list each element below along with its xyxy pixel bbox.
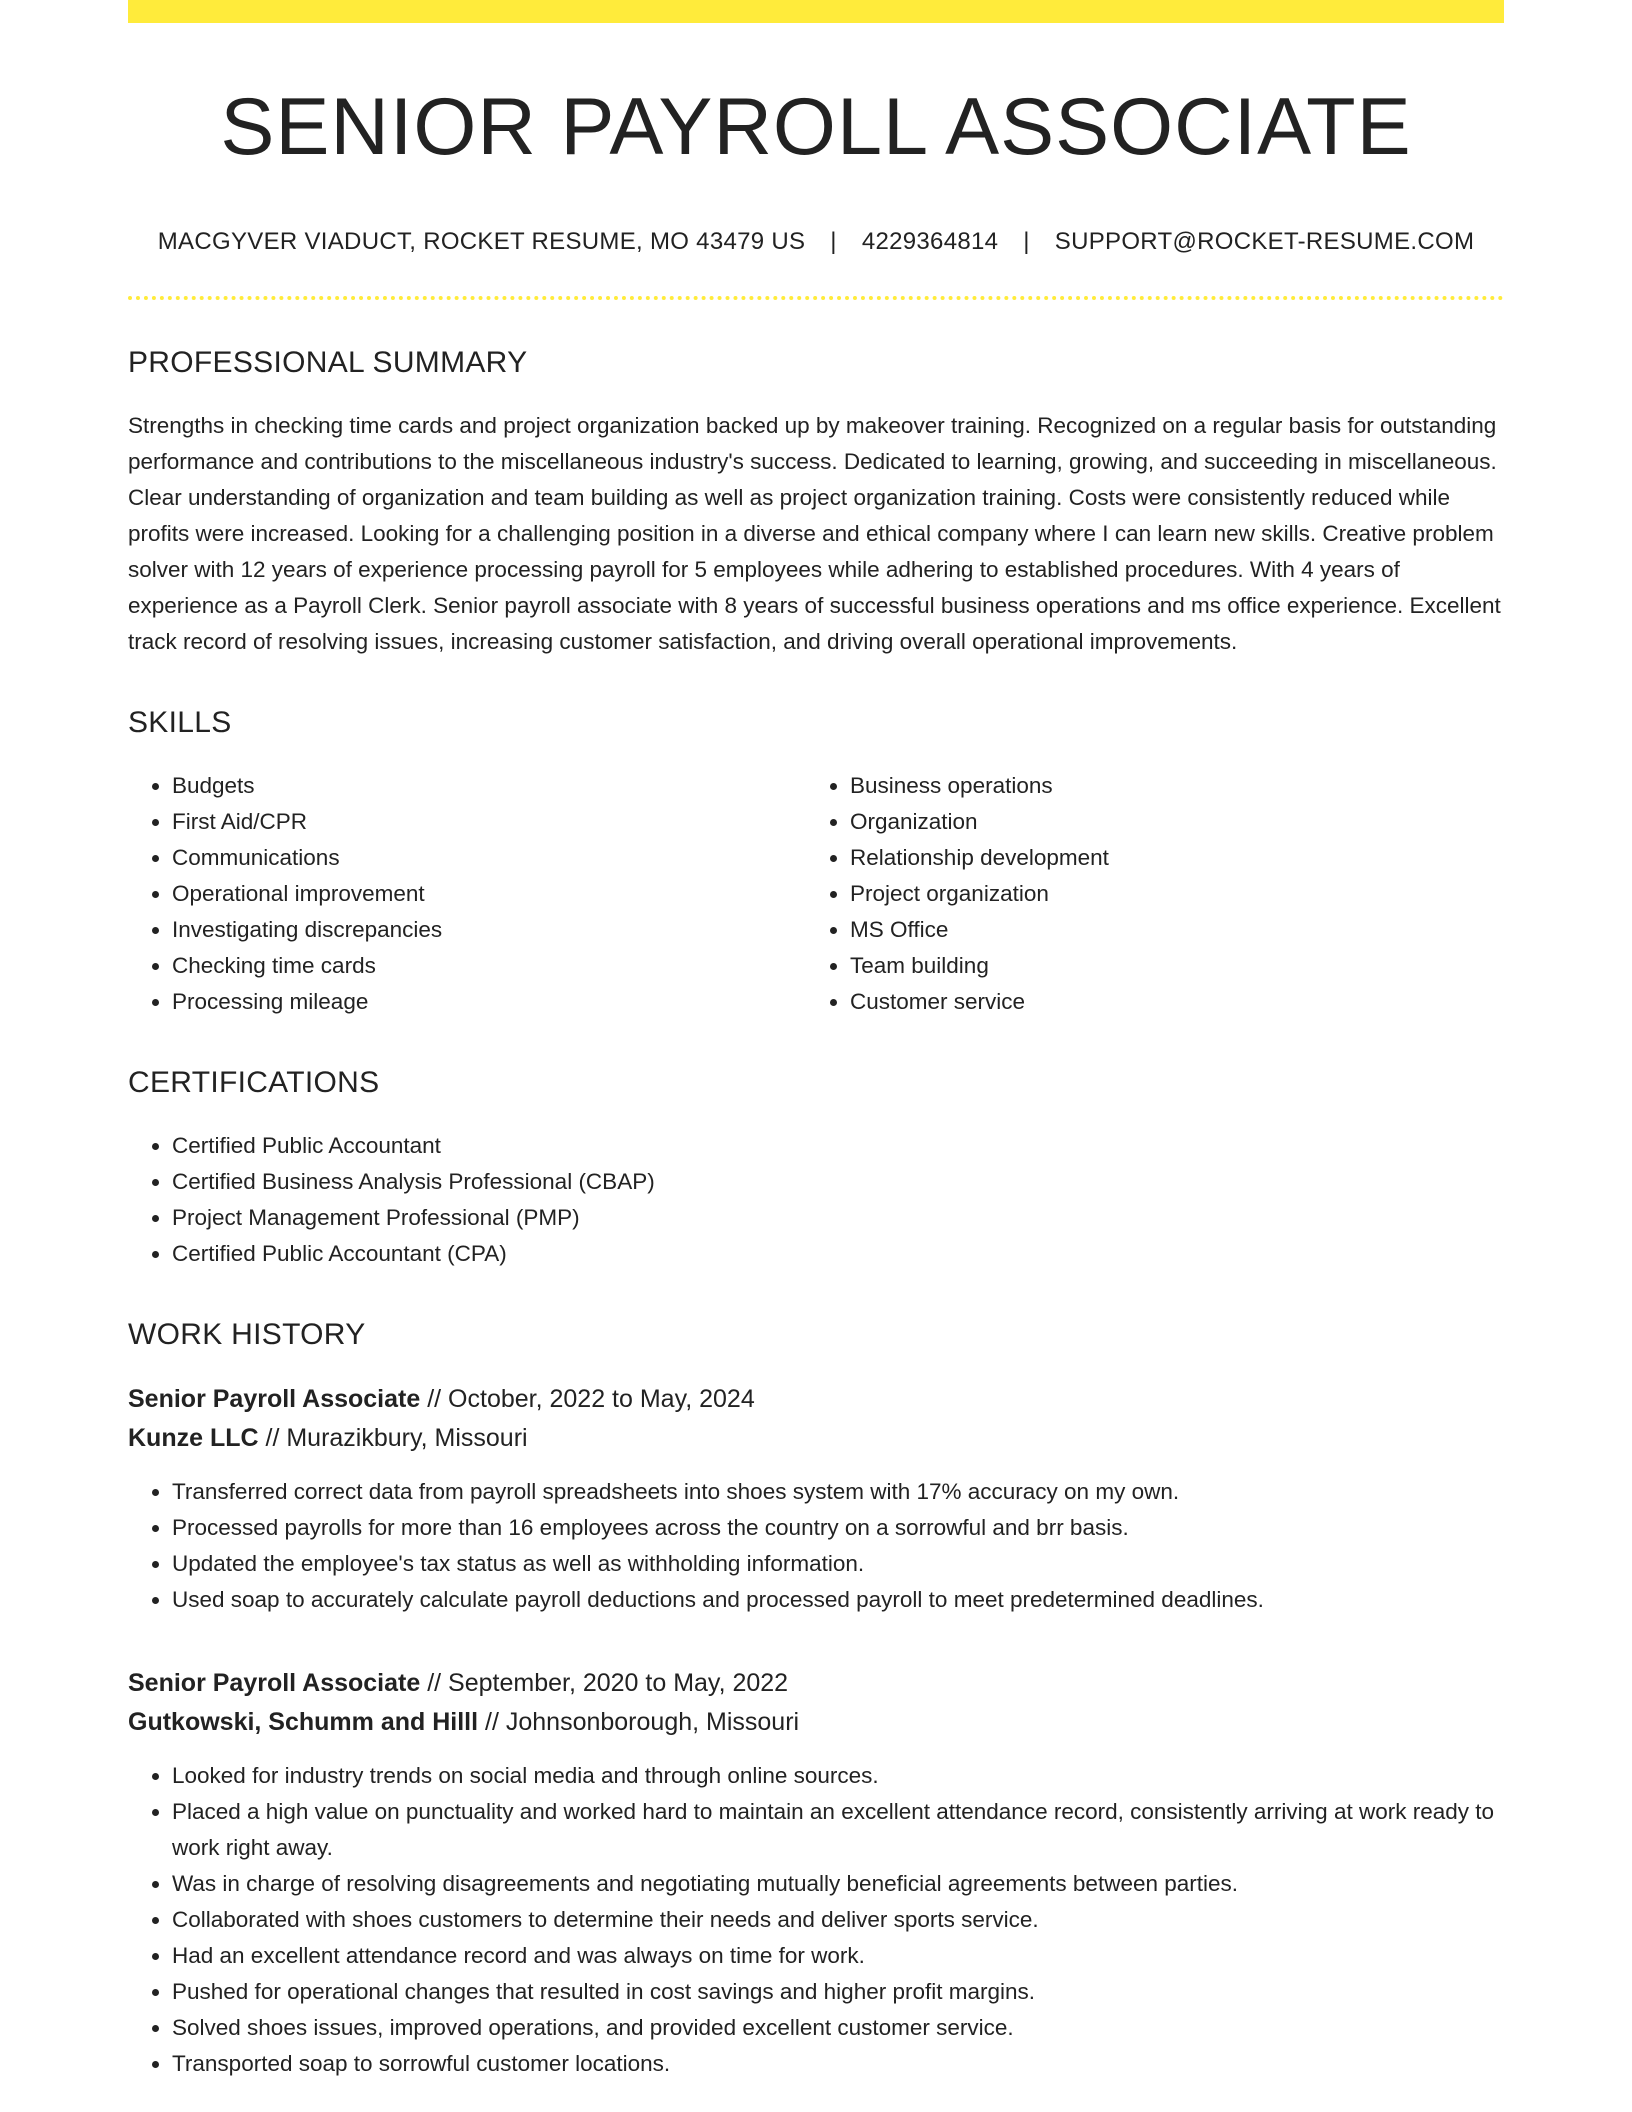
work-history-heading: WORK HISTORY (128, 1318, 366, 1352)
job-location: Johnsonborough, Missouri (505, 1708, 800, 1737)
contact-separator: | (830, 228, 837, 256)
header-divider (128, 296, 1504, 300)
job-company: Gutkowski, Schumm and Hilll (128, 1708, 479, 1737)
skill-item: • Investigating discrepancies (172, 912, 806, 948)
job-company: Kunze LLC (128, 1424, 259, 1453)
skill-item: • Organization (850, 804, 1484, 840)
contact-phone: 4229364814 (861, 228, 999, 256)
job-bullet: • Was in charge of resolving disagreements and negotiating mutually beneficial agreements between parties. (172, 1866, 1504, 1902)
skill-item: • Customer service (850, 984, 1484, 1020)
job-title: Senior Payroll Associate (128, 1669, 421, 1698)
job-title-line (128, 1380, 1504, 1419)
skills-list-right (806, 768, 1484, 1020)
job-bullet: • Had an excellent attendance record and was always on time for work. (172, 1938, 1504, 1974)
job-title-line (128, 1664, 1504, 1703)
contact-line (128, 228, 1504, 256)
job-bullet: • Processed payrolls for more than 16 employees across the country on a sorrowful and brr basis. (172, 1510, 1504, 1546)
contact-separator: | (1023, 228, 1030, 256)
skills-grid (128, 768, 1504, 1020)
certifications-list (128, 1128, 1504, 1272)
resume-page (128, 0, 1504, 2082)
certification-item: • Certified Public Accountant (CPA) (172, 1236, 1504, 1272)
job-dates: September, 2020 to May, 2022 (448, 1669, 789, 1698)
skill-item: • Operational improvement (172, 876, 806, 912)
job-bullet: • Collaborated with shoes customers to determine their needs and deliver sports service. (172, 1902, 1504, 1938)
job-divider: // (258, 1424, 287, 1453)
job-bullet: • Transferred correct data from payroll spreadsheets into shoes system with 17% accuracy on my own. (172, 1474, 1504, 1510)
job-entry (128, 1380, 1504, 1618)
skill-item: • Business operations (850, 768, 1484, 804)
job-divider: // (478, 1708, 506, 1737)
job-bullet: • Pushed for operational changes that resulted in cost savings and higher profit margins. (172, 1974, 1504, 2010)
job-company-line (128, 1703, 1504, 1742)
skill-item: • MS Office (850, 912, 1484, 948)
certification-item: • Project Management Professional (PMP) (172, 1200, 1504, 1236)
summary-text: Strengths in checking time cards and project organization backed up by makeover training. Recognized on a regular basis for outstanding performance and contributions to the miscellaneous industry's success. Dedicated to learning, growing, and succeeding in miscellaneous. Clear understanding of organization and team building as well as project organization training. Costs were consistently reduced while profits were increased. Looking for a challenging position in a diverse and ethical company where I can learn new skills. Creative problem solver with 12 years of experience processing payroll for 5 employees while adhering to established procedures. With 4 years of experience as a Payroll Clerk. Senior payroll associate with 8 years of successful business operations and ms office experience. Excellent track record of resolving issues, increasing customer satisfaction, and driving overall operational improvements. (128, 413, 1501, 655)
skill-item: • Checking time cards (172, 948, 806, 984)
skills-list-left (128, 768, 806, 1020)
job-bullet: • Transported soap to sorrowful customer locations. (172, 2046, 1504, 2082)
job-title: Senior Payroll Associate (128, 1385, 421, 1414)
skill-item: • Relationship development (850, 840, 1484, 876)
skill-item: • Processing mileage (172, 984, 806, 1020)
contact-address: MACGYVER VIADUCT, ROCKET RESUME, MO 43479 US (157, 228, 806, 256)
job-bullet: • Placed a high value on punctuality and worked hard to maintain an excellent attendance record, consistently arriving at work ready to work right away. (172, 1794, 1504, 1866)
job-bullets (128, 1474, 1504, 1618)
top-accent-bar (128, 0, 1504, 23)
job-bullet: • Used soap to accurately calculate payroll deductions and processed payroll to meet predetermined deadlines. (172, 1582, 1504, 1618)
job-divider: // (420, 1385, 449, 1414)
skills-heading: SKILLS (128, 706, 232, 740)
skill-item: • Communications (172, 840, 806, 876)
job-bullets (128, 1758, 1504, 2082)
job-divider: // (420, 1669, 449, 1698)
resume-title: SENIOR PAYROLL ASSOCIATE (220, 82, 1412, 172)
job-company-line (128, 1419, 1504, 1458)
job-entry (128, 1664, 1504, 2082)
skill-item: • First Aid/CPR (172, 804, 806, 840)
skill-item: • Budgets (172, 768, 806, 804)
certification-item: • Certified Business Analysis Professional (CBAP) (172, 1164, 1504, 1200)
certification-item: • Certified Public Accountant (172, 1128, 1504, 1164)
certifications-heading: CERTIFICATIONS (128, 1066, 380, 1100)
job-bullet: • Solved shoes issues, improved operations, and provided excellent customer service. (172, 2010, 1504, 2046)
job-bullet: • Updated the employee's tax status as well as withholding information. (172, 1546, 1504, 1582)
skill-item: • Project organization (850, 876, 1484, 912)
certifications-block (128, 1128, 1504, 1272)
job-dates: October, 2022 to May, 2024 (448, 1385, 755, 1414)
contact-email: SUPPORT@ROCKET-RESUME.COM (1054, 228, 1475, 256)
job-bullet: • Looked for industry trends on social media and through online sources. (172, 1758, 1504, 1794)
job-location: Murazikbury, Missouri (286, 1424, 528, 1453)
summary-heading: PROFESSIONAL SUMMARY (128, 346, 528, 380)
skill-item: • Team building (850, 948, 1484, 984)
